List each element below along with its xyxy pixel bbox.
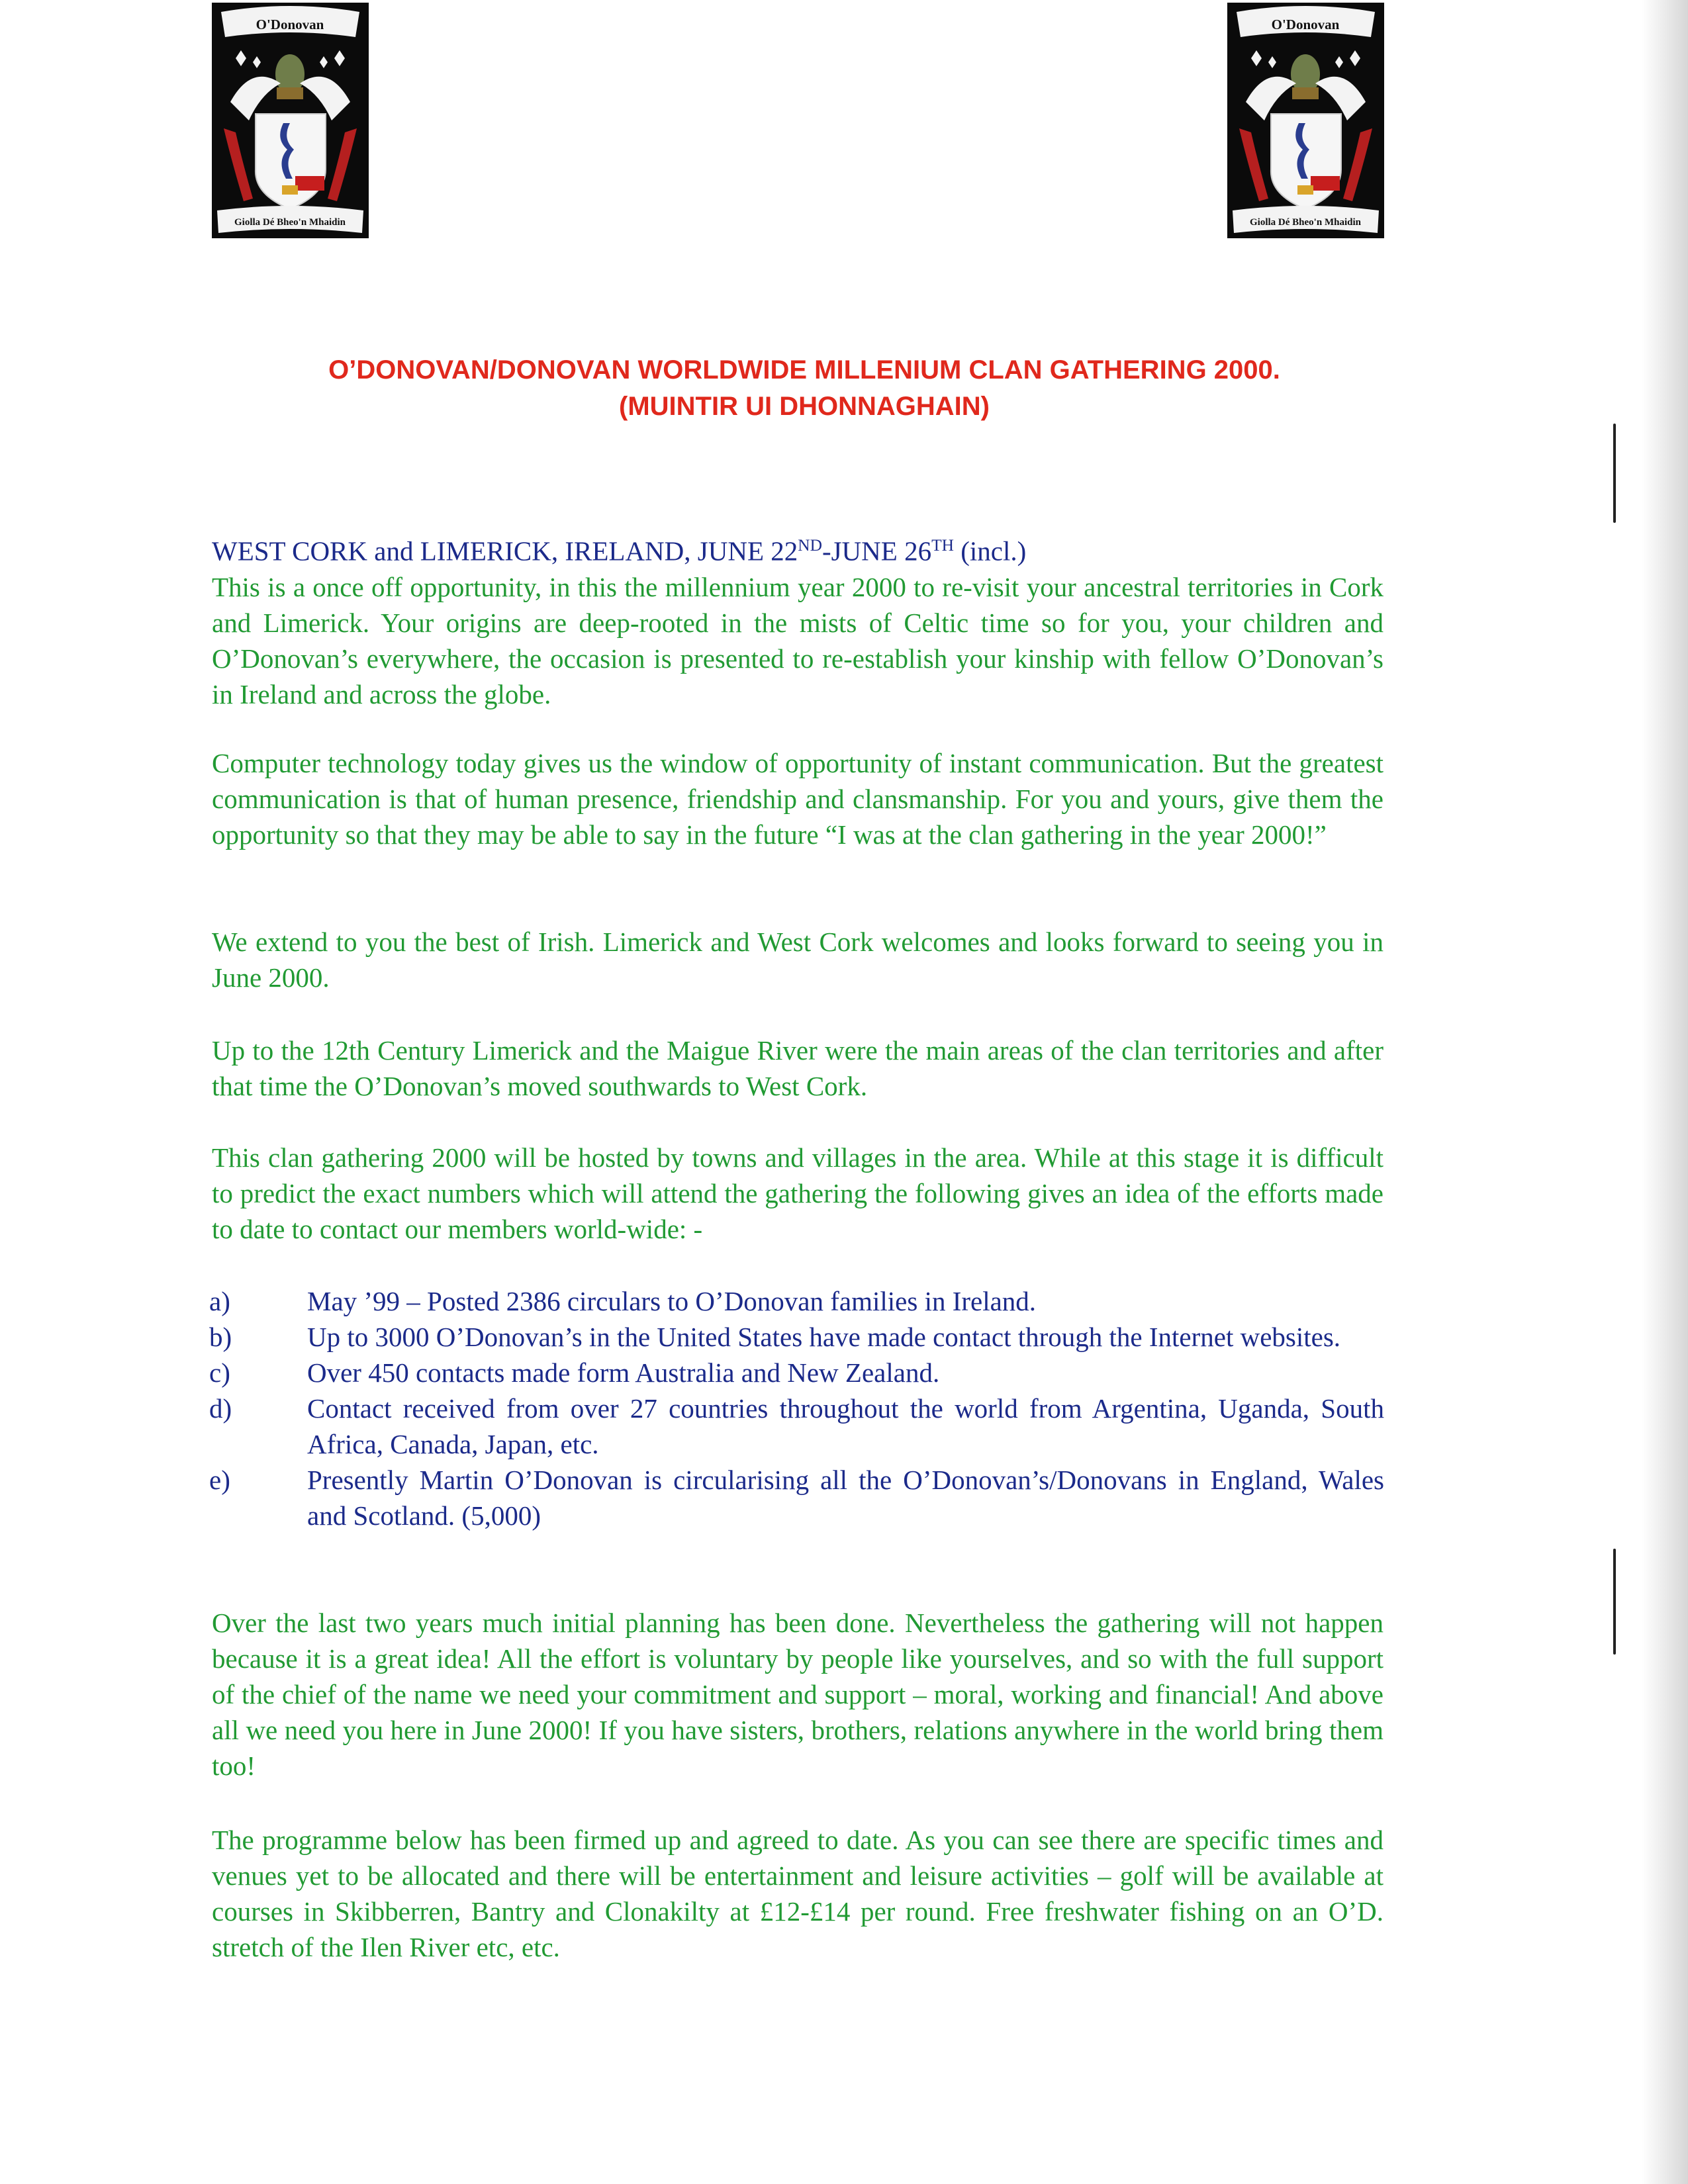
list-item-a (209, 1283, 1384, 1319)
paragraph-programme (212, 1822, 1383, 1965)
coat-of-arms-right (1227, 3, 1384, 238)
page-edge-shadow (1642, 0, 1688, 2184)
list-marker: d) (209, 1393, 232, 1424)
intro-block (212, 527, 1383, 712)
document-title (212, 352, 1397, 425)
crest-graphic-left (212, 3, 369, 238)
list-text: Up to 3000 O’Donovan’s in the United States have made contact through the Internet websites. (307, 1322, 1341, 1352)
list-item-e (209, 1462, 1384, 1533)
paragraph-history (212, 1032, 1383, 1104)
staple-top (1613, 424, 1616, 523)
paragraph-text: Up to the 12th Century Limerick and the Maigue River were the main areas of the clan territories and after that time the O’Donovan’s moved southwards to West Cork. (212, 1035, 1383, 1101)
list-marker: e) (209, 1465, 230, 1495)
paragraph-gathering (212, 1140, 1383, 1247)
staple-bottom (1613, 1549, 1616, 1655)
svg-text:O'Donovan: O'Donovan (256, 17, 324, 32)
list-marker: a) (209, 1286, 230, 1316)
list-text: Over 450 contacts made form Australia and New Zealand. (307, 1357, 940, 1388)
paragraph-text: This clan gathering 2000 will be hosted by towns and villages in the area. While at this stage it is difficult to predict the exact numbers which will attend the gathering the following gives an idea of the efforts made to date to contact our members world-wide: - (212, 1142, 1383, 1244)
dates-suffix: (incl.) (953, 535, 1027, 567)
svg-text:O'Donovan: O'Donovan (1271, 17, 1340, 32)
list-marker: b) (209, 1322, 232, 1352)
list-item-c (209, 1355, 1384, 1390)
coat-of-arms-left (212, 3, 369, 238)
svg-text:Giolla Dé Bheo'n Mhaidin: Giolla Dé Bheo'n Mhaidin (1250, 217, 1361, 228)
paragraph-text: The programme below has been firmed up and agreed to date. As you can see there are specific times and venues yet to be allocated and there will be entertainment and leisure activities – golf will be available at courses in Skibberren, Bantry and Clonakilty at £12-£14 per round. Free freshwater fishing on an O’D. stretch of the Ilen River etc, etc. (212, 1825, 1383, 1962)
intro-paragraph: This is a once off opportunity, in this the millennium year 2000 to re-visit your ancestral territories in Cork and Limerick. Your origins are deep-rooted in the mists of Celtic time so for you, your children and O’Donovan’s everywhere, the occasion is presented to re-establish your kinship with fellow O’Donovan’s in Ireland and across the globe. (212, 571, 1383, 709)
list-item-b (209, 1319, 1384, 1355)
dates-sup-2: TH (931, 536, 954, 555)
dates-sup-1: ND (798, 536, 822, 555)
paragraph-welcome (212, 924, 1383, 995)
title-line-2: (MUINTIR UI DHONNAGHAIN) (619, 392, 990, 421)
list-text: Presently Martin O’Donovan is circularising all the O’Donovan’s/Donovans in England, Wales and Scotland. (5,000) (307, 1465, 1384, 1531)
paragraph-text: Computer technology today gives us the window of opportunity of instant communication. But the greatest communication is that of human presence, friendship and clansmanship. For you and yours, give them the opportunity so that they may be able to say in the future “I was at the clan gathering in the year 2000!” (212, 748, 1383, 850)
list-item-d (209, 1390, 1384, 1462)
event-dates (212, 527, 1383, 569)
list-marker: c) (209, 1357, 230, 1388)
paragraph-planning (212, 1605, 1383, 1784)
dates-mid: -JUNE 26 (821, 535, 932, 567)
svg-text:Giolla Dé Bheo'n Mhaidin: Giolla Dé Bheo'n Mhaidin (234, 217, 346, 228)
paragraph-technology (212, 745, 1383, 852)
paragraph-text: Over the last two years much initial planning has been done. Nevertheless the gathering will not happen because it is a great idea! All the effort is voluntary by people like yourselves, and so with the full support of the chief of the name we need your commitment and support – moral, working and financial! And above all we need you here in June 2000! If you have sisters, brothers, relations anywhere in the world bring them too! (212, 1608, 1383, 1781)
contact-efforts-list (209, 1283, 1384, 1533)
title-line-1: O’DONOVAN/DONOVAN WORLDWIDE MILLENIUM CLAN GATHERING 2000. (328, 355, 1280, 385)
paragraph-text: We extend to you the best of Irish. Limerick and West Cork welcomes and looks forward to seeing you in June 2000. (212, 927, 1383, 993)
crest-graphic-right (1227, 3, 1384, 238)
dates-prefix: WEST CORK and LIMERICK, IRELAND, JUNE 22 (212, 535, 798, 567)
list-text: Contact received from over 27 countries throughout the world from Argentina, Uganda, South Africa, Canada, Japan, etc. (307, 1393, 1384, 1459)
list-text: May ’99 – Posted 2386 circulars to O’Donovan families in Ireland. (307, 1286, 1037, 1316)
